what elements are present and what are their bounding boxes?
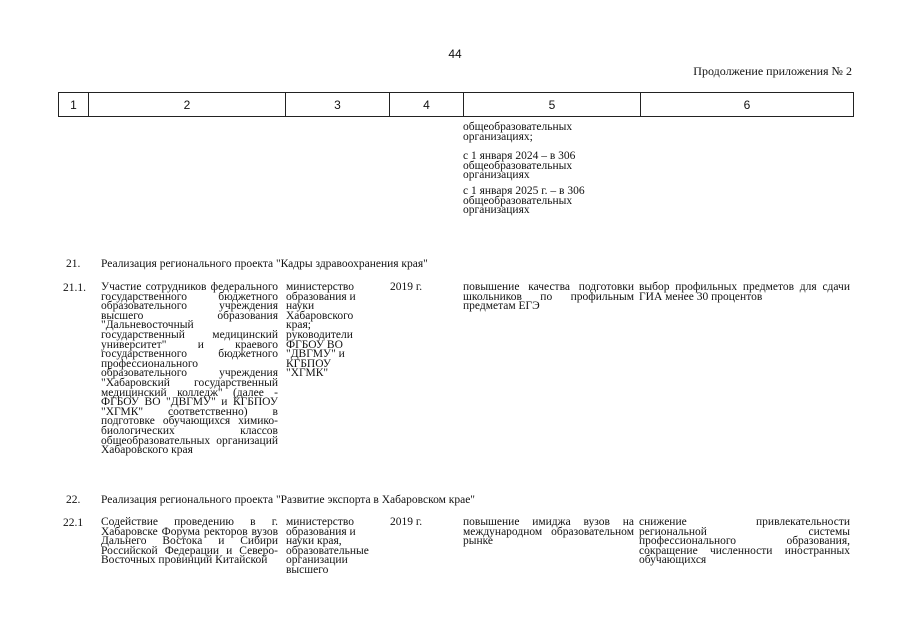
row-21-1-year: 2019 г. <box>390 281 423 293</box>
row-22-1-indicator: снижение привлекательности региональной системы профессионального образования, сокращение численности иностранных обучающихся <box>639 516 850 567</box>
row-22-1-activity: Содействие проведению в г. Хабаровске Форума ректоров вузов Дальнего Востока и Сибири Российской Федерации и Северо-Восточных провинций Китайской <box>101 516 278 567</box>
continuation-label: Продолжение приложения № 2 <box>693 64 852 78</box>
col-header-1: 1 <box>59 93 89 117</box>
section-22-title: Реализация регионального проекта "Развитие экспорта в Хабаровском крае" <box>101 494 475 506</box>
cont-paragraph-3: с 1 января 2025 г. – в 306 общеобразовательных организациях <box>463 185 585 217</box>
column-header-table <box>58 92 854 117</box>
col-header-3: 3 <box>286 93 390 117</box>
section-21-number: 21. <box>66 258 81 270</box>
row-22-1-year: 2019 г. <box>390 516 423 528</box>
row-22-1-result: повышение имиджа вузов на международном образовательном рынке <box>463 516 634 548</box>
section-21-title: Реализация регионального проекта "Кадры здравоохранения края" <box>101 258 428 270</box>
row-21-1-executor: министерство образования и науки Хабаровского края; руководители ФГБОУ ВО "ДВГМУ" и КГБПОУ "ХГМК" <box>286 281 356 380</box>
col-header-6: 6 <box>641 93 854 117</box>
col-header-4: 4 <box>390 93 464 117</box>
row-21-1-activity: Участие сотрудников федерального государственного бюджетного образовательного учреждения высшего образования "Дальневосточный государственный медицинский университет" и краевого государственного бюджетного профессионального образовательного учреждения "Хабаровский государственный медицинский колледж" (далее - ФГБОУ ВО "ДВГМУ" и КГБПОУ "ХГМК" соответственно) в подготовке обучающихся химико-биологических классов общеобразовательных организаций Хабаровского края <box>101 281 278 457</box>
col-header-2: 2 <box>89 93 286 117</box>
row-22-1-executor: министерство образования и науки края, образовательные организации высшего <box>286 516 369 576</box>
row-21-1-indicator: выбор профильных предметов для сдачи ГИА менее 30 процентов <box>639 281 850 303</box>
row-21-1-result: повышение качества подготовки школьников по профильным предметам ЕГЭ <box>463 281 634 313</box>
page-number: 44 <box>448 47 462 61</box>
cont-paragraph-2: с 1 января 2024 – в 306 общеобразовательных организациях <box>463 150 576 182</box>
cont-paragraph-1: общеобразовательных организациях; <box>463 121 573 143</box>
section-22-number: 22. <box>66 494 81 506</box>
row-22-1-number: 22.1 <box>63 517 84 529</box>
row-21-1-number: 21.1. <box>63 282 86 294</box>
col-header-5: 5 <box>464 93 641 117</box>
